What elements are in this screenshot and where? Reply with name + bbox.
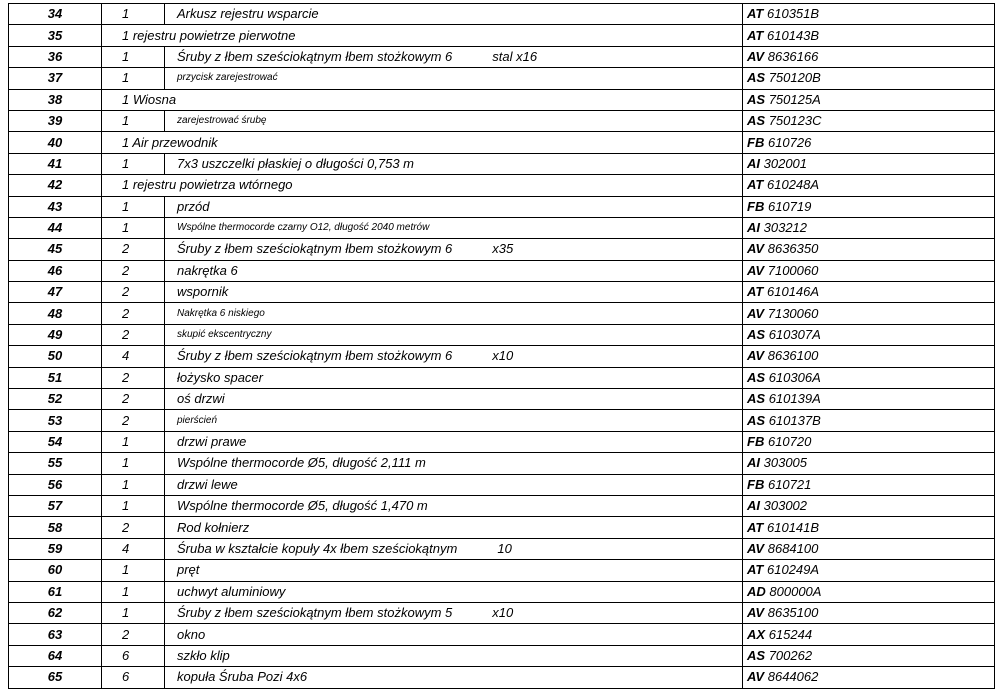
table-row: [9, 46, 995, 67]
item-description: [165, 282, 743, 303]
item-code-prefix: AV: [747, 669, 765, 685]
item-quantity: 1: [102, 217, 165, 238]
row-number: 35: [9, 25, 102, 46]
item-quantity: 1: [102, 4, 165, 25]
table-row: [9, 560, 995, 581]
item-code-number: 8635100: [767, 605, 819, 621]
row-number: 50: [9, 346, 102, 367]
item-code-number: 610306A: [768, 369, 821, 385]
item-code-prefix: FB: [747, 434, 765, 449]
item-code-number: 610726: [767, 134, 812, 150]
item-quantity-description: 1 Air przewodnik: [102, 132, 743, 153]
item-description-text: nakrętka 6: [177, 262, 238, 278]
item-description: [165, 4, 743, 25]
item-quantity: 2: [102, 367, 165, 388]
table-row: [9, 324, 995, 345]
item-code-number: 303005: [763, 455, 808, 471]
table-row: [9, 581, 995, 602]
item-code-prefix: AT: [747, 284, 764, 300]
row-number: 41: [9, 153, 102, 174]
table-row: [9, 431, 995, 452]
row-number: 61: [9, 581, 102, 602]
item-quantity: 2: [102, 239, 165, 260]
table-row: [9, 453, 995, 474]
table-row: [9, 239, 995, 260]
item-description-text: oś drzwi: [177, 391, 225, 407]
row-number: 36: [9, 46, 102, 67]
table-row: [9, 410, 995, 431]
table-row: [9, 4, 995, 25]
item-code: [743, 453, 995, 474]
item-description-text: Rod kołnierz: [177, 519, 250, 535]
item-code-prefix: AS: [747, 91, 766, 107]
item-description-text: drzwi prawe: [177, 434, 247, 449]
item-description: [165, 303, 743, 324]
item-code-prefix: FB: [747, 476, 765, 492]
item-extra: stal x16: [492, 48, 538, 64]
item-code-prefix: AS: [747, 647, 766, 663]
item-extra: x10: [492, 605, 514, 621]
item-description: [165, 110, 743, 131]
item-description: [165, 410, 743, 431]
item-quantity: 1: [102, 581, 165, 602]
table-row: [9, 68, 995, 89]
item-code-prefix: AV: [747, 48, 765, 64]
item-code-prefix: AI: [747, 455, 760, 471]
row-number: 64: [9, 645, 102, 666]
item-description-text: Śruby z łbem sześciokątnym łbem stożkowym 5: [177, 605, 453, 621]
parts-table-body: [9, 4, 995, 689]
row-number: 43: [9, 196, 102, 217]
table-row: [9, 196, 995, 217]
item-quantity: 1: [102, 602, 165, 623]
item-description-text: kopuła Śruba Pozi 4x6: [177, 669, 308, 685]
table-row: [9, 667, 995, 688]
item-code-number: 610139A: [768, 391, 821, 407]
item-code-prefix: FB: [747, 198, 765, 214]
item-quantity: 1: [102, 495, 165, 516]
item-description: [165, 389, 743, 410]
item-code-number: 610307A: [768, 327, 821, 343]
item-code-prefix: AV: [747, 605, 765, 621]
item-code-number: 610143B: [767, 27, 820, 43]
item-description: [165, 153, 743, 174]
row-number: 63: [9, 624, 102, 645]
row-number: 40: [9, 132, 102, 153]
item-code: [743, 110, 995, 131]
item-code-number: 610720: [767, 434, 812, 449]
item-code-number: 610719: [767, 198, 812, 214]
item-description-text: przód: [177, 198, 210, 214]
item-code-prefix: AT: [747, 562, 764, 578]
item-description: [165, 260, 743, 281]
item-code: [743, 25, 995, 46]
item-description: [165, 217, 743, 238]
item-description: [165, 453, 743, 474]
table-row: [9, 346, 995, 367]
item-description: [165, 431, 743, 452]
item-code-prefix: AD: [747, 583, 766, 599]
row-number: 46: [9, 260, 102, 281]
item-description: [165, 602, 743, 623]
item-description-text: okno: [177, 626, 206, 642]
item-code: [743, 303, 995, 324]
item-description-text: przycisk zarejestrować: [177, 72, 278, 84]
table-row: [9, 389, 995, 410]
item-code-number: 8636350: [767, 241, 819, 257]
row-number: 58: [9, 517, 102, 538]
item-code: [743, 282, 995, 303]
item-code-prefix: AS: [747, 70, 766, 86]
item-quantity: 4: [102, 346, 165, 367]
item-code: [743, 667, 995, 688]
row-number: 47: [9, 282, 102, 303]
item-description: [165, 495, 743, 516]
row-number: 38: [9, 89, 102, 110]
item-code-number: 303212: [763, 220, 808, 236]
item-description: [165, 538, 743, 559]
row-number: 65: [9, 667, 102, 688]
item-code-number: 610351B: [767, 6, 820, 22]
item-description: [165, 645, 743, 666]
item-description-text: pręt: [177, 562, 200, 578]
item-quantity: 2: [102, 303, 165, 324]
item-quantity: 2: [102, 389, 165, 410]
row-number: 48: [9, 303, 102, 324]
item-code-prefix: AT: [747, 27, 764, 43]
row-number: 34: [9, 4, 102, 25]
row-number: 37: [9, 68, 102, 89]
item-code-number: 610137B: [768, 412, 821, 428]
item-extra: x35: [492, 241, 514, 257]
item-code: [743, 346, 995, 367]
item-quantity: 6: [102, 645, 165, 666]
parts-table: [8, 3, 995, 689]
item-quantity: 2: [102, 410, 165, 431]
item-code-prefix: AS: [747, 391, 766, 407]
item-quantity-description: 1 rejestru powietrze pierwotne: [102, 25, 743, 46]
item-quantity-description: 1 Wiosna: [102, 89, 743, 110]
table-row: [9, 602, 995, 623]
item-quantity: 2: [102, 324, 165, 345]
row-number: 62: [9, 602, 102, 623]
item-code-prefix: AT: [747, 519, 764, 535]
item-description-text: wspornik: [177, 284, 229, 300]
item-code-number: 8644062: [767, 669, 819, 685]
item-code: [743, 581, 995, 602]
item-quantity: 2: [102, 282, 165, 303]
row-number: 45: [9, 239, 102, 260]
item-description: [165, 581, 743, 602]
item-code-prefix: AS: [747, 369, 766, 385]
item-code: [743, 431, 995, 452]
item-code-number: 610721: [767, 476, 812, 492]
item-description: [165, 239, 743, 260]
table-row: [9, 110, 995, 131]
row-number: 53: [9, 410, 102, 431]
item-description-text: zarejestrować śrubę: [177, 115, 267, 127]
table-row: [9, 132, 995, 153]
row-number: 57: [9, 495, 102, 516]
row-number: 52: [9, 389, 102, 410]
item-description-text: pierścień: [177, 414, 218, 426]
item-quantity: 6: [102, 667, 165, 688]
item-description-text: szkło klip: [177, 647, 230, 663]
item-description-text: uchwyt aluminiowy: [177, 583, 286, 599]
item-code-number: 8636166: [767, 48, 819, 64]
item-code-prefix: AS: [747, 327, 766, 343]
item-code: [743, 175, 995, 196]
item-description: [165, 667, 743, 688]
item-code-number: 7100060: [767, 262, 819, 278]
item-code: [743, 495, 995, 516]
item-code: [743, 560, 995, 581]
item-quantity: 1: [102, 46, 165, 67]
item-code: [743, 239, 995, 260]
item-quantity: 1: [102, 474, 165, 495]
item-code-number: 303002: [763, 498, 808, 514]
item-description-text: Arkusz rejestru wsparcie: [177, 6, 319, 22]
item-code-prefix: AI: [747, 155, 760, 171]
row-number: 51: [9, 367, 102, 388]
row-number: 49: [9, 324, 102, 345]
item-quantity: 1: [102, 431, 165, 452]
table-row: [9, 645, 995, 666]
item-description: [165, 474, 743, 495]
item-code: [743, 132, 995, 153]
item-code-number: 615244: [768, 626, 813, 642]
item-code-prefix: AV: [747, 262, 765, 278]
item-code-number: 610249A: [767, 562, 820, 578]
item-code-prefix: AV: [747, 540, 765, 556]
item-code: [743, 517, 995, 538]
item-description-text: Wspólne thermocorde Ø5, długość 2,111 m: [177, 455, 426, 471]
row-number: 44: [9, 217, 102, 238]
item-quantity: 2: [102, 517, 165, 538]
item-code-number: 750123C: [768, 113, 822, 129]
item-description-text: Śruby z łbem sześciokątnym łbem stożkowym 6: [177, 348, 453, 364]
table-row: [9, 260, 995, 281]
table-row: [9, 303, 995, 324]
item-code-number: 302001: [763, 155, 808, 171]
item-code-prefix: AS: [747, 412, 766, 428]
item-quantity: 2: [102, 624, 165, 645]
row-number: 60: [9, 560, 102, 581]
item-extra: 10: [497, 540, 512, 556]
item-code: [743, 260, 995, 281]
item-description-text: 7x3 uszczelki płaskiej o długości 0,753 m: [177, 155, 415, 171]
item-code: [743, 624, 995, 645]
item-code: [743, 538, 995, 559]
item-quantity: 4: [102, 538, 165, 559]
item-code-number: 7130060: [767, 305, 819, 321]
table-row: [9, 89, 995, 110]
item-code-number: 700262: [768, 647, 813, 663]
table-row: [9, 282, 995, 303]
item-code-prefix: AS: [747, 113, 766, 129]
item-code-prefix: AV: [747, 241, 765, 257]
item-description: [165, 560, 743, 581]
item-description-text: drzwi lewe: [177, 476, 238, 492]
item-quantity: 1: [102, 196, 165, 217]
table-row: [9, 495, 995, 516]
row-number: 54: [9, 431, 102, 452]
item-code-prefix: AX: [747, 626, 766, 642]
item-quantity: 1: [102, 68, 165, 89]
item-code-number: 610146A: [767, 284, 820, 300]
item-description-text: łożysko spacer: [177, 369, 263, 385]
item-quantity-description: 1 rejestru powietrza wtórnego: [102, 175, 743, 196]
item-quantity: 2: [102, 260, 165, 281]
item-code: [743, 89, 995, 110]
row-number: 55: [9, 453, 102, 474]
table-row: [9, 538, 995, 559]
item-code: [743, 324, 995, 345]
item-code: [743, 389, 995, 410]
item-code-number: 750120B: [768, 70, 821, 86]
item-quantity: 1: [102, 153, 165, 174]
item-code: [743, 4, 995, 25]
row-number: 39: [9, 110, 102, 131]
item-code-number: 610248A: [767, 177, 820, 193]
item-code: [743, 410, 995, 431]
item-code: [743, 474, 995, 495]
item-code-number: 8636100: [767, 348, 819, 364]
item-description-text: Wspólne thermocorde czarny O12, długość 2040 metrów: [177, 222, 430, 234]
item-code: [743, 602, 995, 623]
item-code-number: 800000A: [769, 583, 822, 599]
table-row: [9, 474, 995, 495]
item-code: [743, 153, 995, 174]
table-row: [9, 517, 995, 538]
item-description-text: Śruba w kształcie kopuły 4x łbem sześciokątnym: [177, 540, 458, 556]
table-row: [9, 153, 995, 174]
item-description-text: skupić ekscentryczny: [177, 329, 272, 341]
item-description: [165, 196, 743, 217]
item-code-number: 8684100: [767, 540, 819, 556]
item-code-prefix: AV: [747, 348, 765, 364]
row-number: 59: [9, 538, 102, 559]
item-code: [743, 645, 995, 666]
item-code: [743, 367, 995, 388]
item-description: [165, 517, 743, 538]
item-description: [165, 346, 743, 367]
item-quantity: 1: [102, 560, 165, 581]
row-number: 42: [9, 175, 102, 196]
item-code-prefix: FB: [747, 134, 765, 150]
row-number: 56: [9, 474, 102, 495]
item-code: [743, 46, 995, 67]
table-row: [9, 367, 995, 388]
item-extra: x10: [492, 348, 514, 364]
item-code: [743, 217, 995, 238]
item-description-text: Nakrętka 6 niskiego: [177, 307, 265, 319]
item-quantity: 1: [102, 110, 165, 131]
item-description: [165, 624, 743, 645]
item-description: [165, 367, 743, 388]
table-row: [9, 175, 995, 196]
item-description-text: Śruby z łbem sześciokątnym łbem stożkowym 6: [177, 241, 453, 257]
item-code: [743, 196, 995, 217]
item-code-prefix: AI: [747, 498, 760, 514]
item-description: [165, 68, 743, 89]
item-code-prefix: AV: [747, 305, 765, 321]
item-code-number: 610141B: [767, 519, 820, 535]
table-row: [9, 624, 995, 645]
table-row: [9, 25, 995, 46]
item-code-prefix: AI: [747, 220, 760, 236]
table-row: [9, 217, 995, 238]
item-code-prefix: AT: [747, 6, 764, 22]
item-description: [165, 324, 743, 345]
item-description: [165, 46, 743, 67]
item-code-number: 750125A: [768, 91, 821, 107]
item-code: [743, 68, 995, 89]
item-code-prefix: AT: [747, 177, 764, 193]
item-quantity: 1: [102, 453, 165, 474]
item-description-text: Śruby z łbem sześciokątnym łbem stożkowym 6: [177, 48, 453, 64]
item-description-text: Wspólne thermocorde Ø5, długość 1,470 m: [177, 498, 428, 514]
